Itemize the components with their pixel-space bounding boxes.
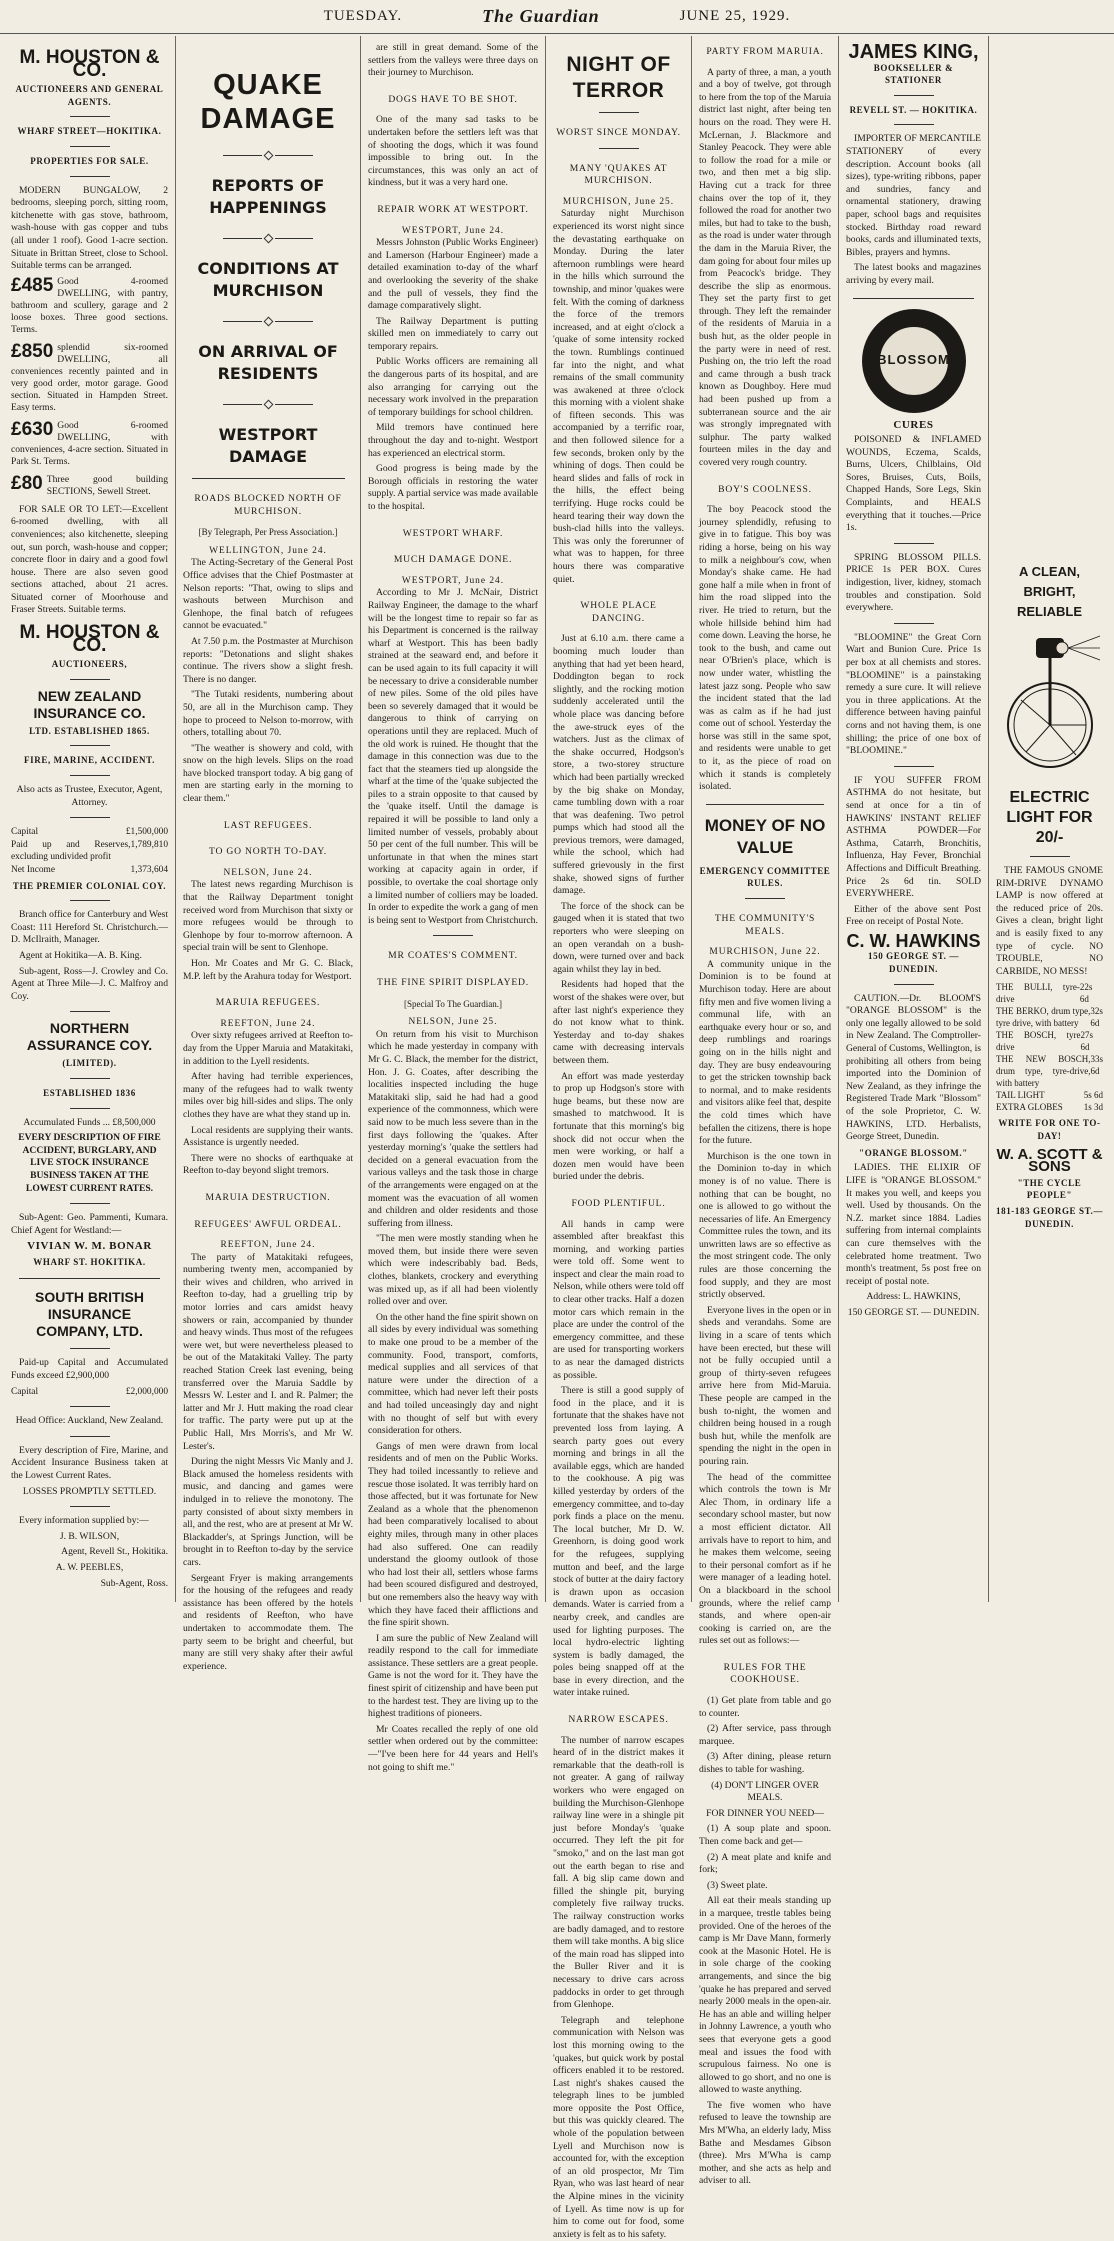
column-5-maruia-and-money [692, 36, 839, 2187]
section-heading: MARUIA REFUGEES. [215, 997, 321, 1009]
ad-text: IF YOU SUFFER FROM ASTHMA do not hesitate, but send at once for a tin of HAWKINS' INSTANT RELIEF ASTHMA POWDER—For Asthma, Catarrh, Bronchitis, Influenza, Hay Fever, Bronchial Affections and Difficult Breathing. Price 2s 6d tin. SOLD EVERYWHERE. [846, 774, 981, 900]
dateline: WELLINGTON, June 24. [209, 545, 327, 556]
divider [70, 1406, 110, 1407]
advertiser-role: BOOKSELLER & STATIONER [873, 62, 954, 86]
article-paragraph: One of the many sad tasks to be undertaken before the settlers left was that of shooting the dogs, which it was found impossible to bring out. In the circumstances, this was only an act of kindness, but it was a very hard one. [368, 114, 538, 189]
divider [70, 1506, 110, 1507]
dateline: WESTPORT, June 24. [401, 575, 505, 586]
column-4-night-of-terror [546, 36, 692, 2240]
advertiser-tagline: "THE CYCLE PEOPLE" [1017, 1177, 1082, 1201]
ad-address: Address: L. HAWKINS, [866, 1291, 961, 1303]
article-paragraph: Murchison is the one town in the Dominion to-day in which money is of no value. There is nothing that can be bought, no one is allowed to go without the necessaries of life. An Emergency Committee rules the town, and its unwritten laws are so effective as the most stringent code. The only rules are those concerning the food supply, and they are most strictly observed. [699, 1150, 831, 1301]
dateline: MURCHISON, June 22. [709, 947, 821, 958]
article-paragraph: At 7.50 p.m. the Postmaster at Murchison reports: "Detonations and slight shakes continue. The rivers show a slight fresh. There is no danger. [183, 635, 353, 685]
section-heading: TO GO NORTH TO-DAY. [208, 846, 328, 858]
section-heading: RULES FOR THE COOKHOUSE. [723, 1661, 807, 1686]
divider [70, 1203, 110, 1204]
article-paragraph: During the night Messrs Vic Manly and J. Black amused the homeless residents with music, and dancing and games were indulged in to relieve the monotony. The party consisted of about sixty members in all, and the rest, who are at present at Mr W. Blackadder's, at Springs Junction, will be brought in to Reefton to-day by the service cars. [183, 1456, 353, 1568]
article-paragraph: Just at 6.10 a.m. there came a booming much louder than anything that had yet been heard, Doddington began to rock slightly, and the rocking motion suddenly accelerated until the whole place was dancing before the awe-struck eyes of the watchers. Just as the climax of the shake occurred, Hodgson's store, a two-storey structure which had been partially wrecked by the big shake on Monday, came tumbling down with a roar that was deafening. Two petrol pumps which had stood all the previous tremors, were damaged, while the school, which had suffered grievously in the first shake, showed signs of further damage. [553, 633, 684, 897]
column-2-quake-damage [176, 36, 361, 1672]
divider [70, 900, 110, 901]
sb-paidup: Paid-up Capital and Accumulated Funds exceed £2,900,000 [11, 1357, 168, 1382]
dateline: NELSON, June 25. [408, 1017, 498, 1028]
sb-capital-row: Capital £2,000,000 [11, 1386, 168, 1397]
limited: (LIMITED). [62, 1058, 117, 1069]
headline-money-of-no-value: MONEY OF NO VALUE [704, 815, 826, 857]
headline-quake-damage: QUAKE DAMAGE [200, 69, 336, 135]
newspaper-page [4, 36, 1110, 2240]
ad-text: The latest books and magazines arriving by every mail. [846, 262, 981, 286]
firm-name: M. HOUSTON & CO. [19, 47, 160, 81]
divider [745, 898, 785, 899]
lamp-ad-tagline: A CLEAN, BRIGHT, RELIABLE [1017, 564, 1082, 619]
rule-item: (2) After service, pass through marquee. [699, 1723, 831, 1747]
section-heading: WHOLE PLACE DANCING. [580, 600, 657, 624]
section-heading: PARTY FROM MARUIA. [706, 46, 824, 57]
article-paragraph: A party of three, a man, a youth and a boy of twelve, got through to here from the top of the Maruia district last night, after being ten hours on the road. They were H. McLernan, J. Blackmore and Stanley Peacock. They were able to follow the road for a mile or two, and then met a big slip. Having cut a track for three chains over the top of it, they followed the road for another two miles, but had to take to the bush, as the road is under water through the dam in the Maruia River, the dam going for about four miles up from Peacock's bridge. They describe the slip as enormous. They set the party first to get through. They left the remainder of the residents of Maruia in a bush hut, as the older people in the party were in need of rest. Pushing on, the trio left the road and came through a bush track known as Doughboy. Here mud had been pushed up from a subterranean source and the air was strongly impregnated with sulphur. The party walked fourteen miles in the day and covered very rough country. [699, 66, 831, 468]
sb-head-office: Head Office: Auckland, New Zealand. [15, 1415, 164, 1427]
price: £80 [11, 472, 43, 494]
price-list-row: THE BERKO, drum type, tyre drive, with battery 32s 6d [996, 1006, 1103, 1029]
sb-losses: LOSSES PROMPTLY SETTLED. [22, 1485, 157, 1497]
advertiser-address: REVELL ST. — HOKITIKA. [849, 104, 978, 115]
article-paragraph: On return from his visit to Murchison which he made yesterday in company with Mr G. C. Black, the member for the district, Hon. J. G. Coates, after describing the localities inspected including the huge Matakitaki slip, said he had had a good experience of the commonness, which were said now to be much less severe than in the first days following the 'quakes. After yesterday morning's 'quake the settlers had decided on a general evacuation from the various valleys and the task those in charge of the arrangements were engaged on at the moment was the evacuation of all women and children and older residents and those suffering from illness. [368, 1028, 538, 1229]
article-paragraph: Local residents are supplying their wants. Assistance is urgently needed. [183, 1124, 353, 1149]
insurance-company: NEW ZEALAND INSURANCE CO. [33, 687, 146, 721]
dateline: REEFTON, June 24. [220, 1018, 316, 1029]
agent-name: VIVIAN W. M. BONAR [27, 1240, 152, 1253]
blossom-seal-logo [862, 309, 966, 413]
to-let-notice: FOR SALE OR TO LET:—Excellent 6-roomed dwelling, with all conveniences; also kitchenette, sleeping out, sun porch, wash-house and copper; concrete floor in dairy and a good fowl house. There are also seven good sections attached, about 21 acres. Situated corner of Moorhouse and Fraser Streets. Suitable terms. [11, 503, 168, 616]
article-paragraph: Good progress is being made by the Borough officials in restoring the water supply. A partial service was made available to the hospital. [368, 463, 538, 512]
sb-info: Every information supplied by:— [19, 1515, 149, 1527]
subheadline: WESTPORT DAMAGE [218, 425, 318, 466]
subheadline: EMERGENCY COMMITTEE RULES. [699, 865, 831, 889]
insurance-kinds: FIRE, MARINE, ACCIDENT. [24, 755, 155, 766]
article-paragraph: I am sure the public of New Zealand will readily respond to the call for immediate assistance. These settlers are a great people. Game is not the word for it. They have the finest spirit of citizenship and have been put to the hardest test. They are living up to the highest traditions of pioneers. [368, 1632, 538, 1720]
divider [192, 478, 345, 479]
property-listing: MODERN BUNGALOW, 2 bedrooms, sleeping porch, sitting room, kitchenette with gas stove, bathroom, wash-house with gas copper and tubs (all under 1 roof). Good 1-acre section. Situate in Brittan Street, close to School. Suitable terms can be arranged. [11, 184, 168, 272]
divider [894, 984, 934, 985]
subheadline: WORST SINCE MONDAY. [556, 127, 681, 138]
ad-text: Either of the above sent Post Free on receipt of Postal Note. [846, 903, 981, 928]
rule-item: (4) DON'T LINGER OVER MEALS. [711, 1779, 819, 1804]
divider [19, 1278, 160, 1279]
rule-item: (3) Sweet plate. [707, 1879, 768, 1891]
premier-colonial: THE PREMIER COLONIAL COY. [12, 880, 167, 891]
dateline: REEFTON, June 24. [220, 1240, 316, 1251]
ornament-rule [223, 152, 313, 159]
article-paragraph: The Railway Department is putting skilled men on immediately to carry out temporary repairs. [368, 315, 538, 352]
dateline: MURCHISON, June 25. [562, 196, 675, 207]
section-heading: MR COATES'S COMMENT. [388, 950, 518, 962]
orange-blossom-heading: "ORANGE BLOSSOM." [859, 1147, 968, 1158]
article-paragraph: A community unique in the Dominion is to be found at Murchison today. Here are about fifty men and five women living a communal life, with an earthquake every hour or so, and deep rumblings and roarings going on in the hills night and day. They are busy endeavouring to get the stricken township back to normal, and to make residents and visitors alike feel that, despite the cold times which have befallen the citizens, there is hope for the future. [699, 958, 831, 1147]
divider [1030, 856, 1070, 857]
article-paragraph: The boy Peacock stood the journey splendidly, refusing to give in to fatigue. This boy was riding a horse, being on his way to milk a neighbour's cow, when Monday's shake came. He had gone half a mile when in front of him the road slipped into the river. He tried to return, but the whole hillside behind him had come down. Leaving the horse, he took to the bush, and came out near O'Brien's place, which is now under water, whistling the latest jazz song. People who saw the incident stated that the lad was as calm as if he had just come out of school. Yesterday the horse was still in the same spot, and residents were unable to get to it, as the piece of road on which it stands is completely isolated. [699, 504, 831, 793]
divider [70, 817, 110, 818]
subheadline: MANY 'QUAKES AT MURCHISON. [569, 162, 668, 187]
article-paragraph: The head of the committee which controls the town is Mr Alec Thom, in ordinary life a secondary school master, but now a most efficient dictator. All arrivals have to report to him, and he makes them welcome, seeing to their personal comfort as if he were manager of a leading hotel. On a blackboard in the school grounds, where the relief camp stands, and where open-air cooking is carried on, are the rules set out as follows:— [699, 1471, 831, 1647]
property-listing: £80 Three good building SECTIONS, Sewell Street. [11, 472, 168, 497]
section-heading: BOY'S COOLNESS. [718, 483, 812, 495]
masthead-date: JUNE 25, 1929. [679, 8, 791, 24]
divider [70, 1011, 110, 1012]
article-paragraph: Public Works officers are remaining all the dangerous parts of its hospital, and are also arranging for carrying out the necessary work involved in the preparation of temporary buildings for school children. [368, 356, 538, 418]
dateline: NELSON, June 24. [223, 867, 313, 878]
blank-space [996, 42, 1103, 562]
firm-address: WHARF STREET—HOKITIKA. [17, 126, 162, 137]
section-heading: ROADS BLOCKED NORTH OF MURCHISON. [194, 493, 342, 517]
paidup-row: Paid up and Reserves, excluding undivided profit 1,789,810 [11, 839, 168, 863]
masthead [0, 0, 1114, 34]
divider [433, 935, 473, 936]
article-paragraph: Over sixty refugees arrived at Reefton to-day from the Upper Maruia and Matakitaki, in addition to the Lyell residents. [183, 1030, 353, 1067]
article-paragraph: The Acting-Secretary of the General Post Office advises that the Chief Postmaster at Nelson reports: "That, owing to slips and washouts between Murchison and Glenhope, the final batch of refugees cannot be evacuated." [183, 557, 353, 632]
masthead-name: The Guardian [482, 6, 600, 26]
northern-description: EVERY DESCRIPTION OF FIRE ACCIDENT, BURGLARY, AND LIVE STOCK INSURANCE BUSINESS TAKEN AT THE LOWEST CURRENT RATES. [18, 1132, 161, 1194]
net-income-row: Net Income 1,373,604 [11, 865, 168, 875]
branch-office: Branch office for Canterbury and West Coast: 111 Hereford St. Christchurch.—D. McIlraith, Manager. [11, 909, 168, 946]
sb-description: Every description of Fire, Marine, and Accident Insurance Business taken at the Lowest Current Rates. [11, 1444, 168, 1482]
ad-text: "BLOOMINE" the Great Corn Wart and Bunion Cure. Price 1s per box at all chemists and stores. "BLOOMINE" is a painstaking remedy a sure cure. It will relieve you in three applications. At the difference between having painful corns and not having them, is one shilling; the price of one box of "BLOOMINE." [846, 631, 981, 757]
section-heading: WESTPORT WHARF. [402, 527, 504, 539]
divider [706, 804, 825, 805]
sub-agents: Sub-agent, Ross—J. Crowley and Co. Agent at Three Mile—J. C. Malfroy and Coy. [11, 965, 168, 1002]
firm-role: AUCTIONEERS, [51, 659, 128, 670]
column-7-advertisements [989, 36, 1110, 1602]
divider [894, 623, 934, 624]
subheadline: CONDITIONS AT MURCHISON [197, 259, 339, 300]
divider [599, 148, 639, 149]
price-list-row: THE BULLI, tyre-drive 22s 6d [996, 982, 1093, 1005]
divider [70, 146, 110, 147]
divider [70, 116, 110, 117]
write-today: WRITE FOR ONE TO-DAY! [998, 1118, 1101, 1141]
subheadline: REPORTS OF HAPPENINGS [209, 176, 327, 217]
headline-night-of-terror: NIGHT OF TERROR [566, 53, 671, 102]
section-heading: REPAIR WORK AT WESTPORT. [377, 203, 529, 215]
article-paragraph: After having had terrible experiences, many of the refugees had to walk twenty miles over big hill-sides and slips. The only clothes they have are what they stand up in. [183, 1071, 353, 1120]
section-heading: FOOD PLENTIFUL. [571, 1197, 666, 1209]
article-paragraph: An effort was made yesterday to prop up Hodgson's store with huge beams, but these now are smashed to matchwood. It is fortunate that this morning's big shock did not occur when the men were working, or half a dozen men would have been buried under the debris. [553, 1070, 684, 1183]
ornament-rule [223, 401, 313, 408]
section-heading: THE FINE SPIRIT DISPLAYED. [377, 977, 529, 988]
accumulated-funds: Accumulated Funds ... £8,500,000 [23, 1116, 156, 1128]
section-heading: DOGS HAVE TO BE SHOT. [388, 93, 518, 105]
ad-text: CAUTION.—Dr. BLOOM'S "ORANGE BLOSSOM" is the only one legally allowed to be sold in New Zealand. The Comptroller-General of Customs, Wellington, is prohibiting all others from being imported into the Dominion of New Zealand, as they infringe the Registered Trade Mark "Blossom" of the sole Proprietor, C. W. HAWKINS, LTD. Herbalists, George Street, Dunedin. [846, 992, 981, 1143]
article-paragraph: Saturday night Murchison experienced its worst night since the devastating earthquake on Monday. During the later afternoon rumblings were heard in the hills which surround the township, and minor 'quakes were felt. With the coming of darkness the force of the tremors increased, and at eight o'clock a 'quake of some intensity rocked the town. Rumblings continued far into the night, and what remains of the small community was awakened at three o'clock this morning with a violent shake of fifteen seconds. This was accompanied by a terrific roar, and then followed silence for a few seconds, broken only by the whining of dogs. Then could be heard slides and falls of rock in the hills, the effect being terrifying. Huge rocks could be heard tearing their way down the bush-clad hills into the valleys. This was only the forerunner of what was to happen, for three hours there was comparative quiet. [553, 208, 684, 585]
price: £630 [11, 418, 54, 440]
article-paragraph: On the other hand the fine spirit shown on all sides by every individual was something to make one proud to be a member of the community. Food, transport, comforts, medical supplies and all services of that nature were under the direction of a committee, which had never left their posts and had toiled unceasingly day and night with no thought of self but with every consideration for others. [368, 1311, 538, 1437]
insurance-company: SOUTH BRITISH INSURANCE COMPANY, LTD. [35, 1289, 144, 1340]
divider [70, 1078, 110, 1079]
column-6-advertisements [839, 36, 989, 1602]
article-paragraph: The five women who have refused to leave the township are Mrs M'Wha, an elderly lady, Miss Bathe and Mesdames Gibson (three). Mrs M'Wha is camp mother, and she acts as help and adviser to all. [699, 2099, 831, 2187]
properties-heading: PROPERTIES FOR SALE. [30, 155, 149, 166]
bicycle-lamp-illustration [996, 630, 1104, 780]
divider [853, 298, 975, 299]
wire-credit: [Special To The Guardian.] [403, 998, 502, 1009]
price-list-row: EXTRA GLOBES 1s 3d [996, 1102, 1103, 1113]
price: £485 [11, 274, 54, 296]
established: ESTABLISHED 1836 [43, 1087, 136, 1098]
ad-text: SPRING BLOSSOM PILLS. PRICE 1s PER BOX. Cures indigestion, liver, kidney, stomach troubles and constipation. Sold everywhere. [846, 551, 981, 614]
agent-address: WHARF ST. HOKITIKA. [33, 1256, 146, 1267]
article-paragraph: The latest news regarding Murchison is that the Railway Department tonight received word from Murchison that sixty or more refugees would be through to Glenhope by four to-morrow afternoon. A special train will be sent to Glenhope. [183, 879, 353, 954]
property-listing: £630 Good 6-roomed DWELLING, with conveniences, 4-acre section. Situated in Park St. Terms. [11, 418, 168, 467]
agent-hokitika: Agent at Hokitika—A. B. King. [19, 949, 142, 961]
article-paragraph: are still in great demand. Some of the settlers from the valleys were three days on their journey to Murchison. [368, 42, 538, 79]
divider [599, 112, 639, 113]
property-listing: £485 Good 4-roomed DWELLING, with pantry, bathroom and scullery, garage and 2 loose boxes. Three good sections. Terms. [11, 274, 168, 335]
article-paragraph: Gangs of men were drawn from local residents and of men on the Public Works. They had toiled incessantly to relieve and rescue those isolated. It was terribly hard on those affected, but it was fortunate for New Zealand as a whole that the phenomenon had been comparatively localised to about eighty miles, through many in other places had also suffered. One can readily understand the gloomy outlook of those who had lost their all, settlers whose farms had been scoured disfigured and destroyed, but one remembers also the heavy way with which they have faced their afflictions and the fine spirit shown. [368, 1440, 538, 1629]
rule-item: (1) A soup plate and spoon. Then come back and get— [699, 1823, 831, 1847]
divider [894, 766, 934, 767]
section-heading: MUCH DAMAGE DONE. [393, 554, 513, 566]
rule-item: (2) A meat plate and knife and fork; [699, 1851, 831, 1876]
insurance-company: NORTHERN ASSURANCE COY. [26, 1020, 153, 1054]
wire-credit: [By Telegraph, Per Press Association.] [198, 527, 338, 538]
divider [894, 95, 934, 96]
bicycle-lamp-icon [996, 630, 1104, 780]
agent-name: A. W. PEEBLES, [55, 1562, 124, 1573]
advertiser-name: JAMES KING, [848, 41, 979, 63]
divider [70, 1436, 110, 1437]
divider [70, 679, 110, 680]
masthead-day: TUESDAY. [323, 8, 403, 24]
dateline: WESTPORT, June 24. [401, 225, 505, 236]
article-paragraph: Messrs Johnston (Public Works Engineer) and Lamerson (Harbour Engineer) made a detailed examination to-day of the wharf and overlooking the severity of the shake and the pull of vessels, they find the damage comparatively slight. [368, 237, 538, 312]
article-paragraph: According to Mr J. McNair, District Railway Engineer, the damage to the wharf will be the longest time to repair so far as his Department is concerned is the railway wharf at Westport. This has been badly strained at the seaward end, and before it can be used again to its full capacity it will be necessary to drive a considerable number of new piles. Some of the old piles have been so severely damaged that it would be dangerous to think of carrying on operations until they are replaced. Much of the old work is ruined. He thought that the damage in this connection was due to the fact that the steamers tied up alongside the wharf at the time of the 'quake subjected the piles to a strain opposite to that caused by the 'quake itself. Until the damage is repaired it will be possible to land only a limited number of vessels, probably about 50 per cent of the full number. This will be unfortunate in that when the mines start working at capacity again in order, if possible, to overtake the coal shortage only a limited number of colliers may be loaded. In order to expedite the work a gang of men is being sent to Westport from Christchurch. [368, 587, 538, 926]
article-paragraph: Mr Coates recalled the reply of one old settler when ordered out by the committee:—"I've been here for 44 years and Hell's not going to shift me." [368, 1723, 538, 1773]
article-paragraph: "The weather is showery and cold, with snow on the high levels. Slips on the road have blocked transport today. A big gang of men are starting early in the morning to clear them." [183, 742, 353, 805]
section-heading: REFUGEES' AWFUL ORDEAL. [194, 1218, 342, 1230]
article-paragraph: "The men were mostly standing when he moved them, but inside there were seven which were indescribably bad. Beds, clothes, blankets, crockery and everything was mixed up, as if all had been violently rolled over and over. [368, 1233, 538, 1308]
divider [894, 124, 934, 125]
article-paragraph: The party of Matakitaki refugees, numbering twenty men, accompanied by their wives and children, who arrived in Reefton to-day, had a gruelling trip by motor lorries and cars amidst heavy showers or rain, accompanied by thunder and heavy winds. Thus most of the refugees were wet, but were nevertheless pleased to be out of the Matakitaki Valley. The party reached Station Creek last evening, being transferred over the Maruia Saddle by Messrs W. Lester and I. and R. Palmer; the latter and Mr J. Hutt making the road clear for traffic. The party were put up at the Public Hall, Mrs Morris's, and Mr W. Lester's. [183, 1251, 353, 1452]
article-paragraph: Hon. Mr Coates and Mr G. C. Black, M.P. left by the Arahura today for Westport. [183, 958, 353, 982]
rule-item: (3) After dining, please return dishes to table for washing. [699, 1751, 831, 1776]
blossom-seal-label: BLOSSOM [878, 325, 950, 397]
lamp-price-list [996, 981, 1103, 1113]
article-paragraph: Telegraph and telephone communication with Nelson was lost this morning owing to the 'quakes, but quick work by postal officers enabled it to be restored. Last night's shakes caused the telegraph lines to be jumbled more opposite the Post Office, but this was quickly cleared. The whole of the population between Lyell and Murchison now is accounted for, with the exception of an old prospector, Mr Tim Ryan, who was last heard of near the Alpine mines in the vicinity of Lyell. As time now is up for him to come out for food, some anxiety is felt as to his safety. [553, 2014, 684, 2240]
section-heading: MARUIA DESTRUCTION. [205, 1191, 331, 1203]
section-heading: NARROW ESCAPES. [568, 1714, 669, 1726]
divider [70, 176, 110, 177]
section-heading: LAST REFUGEES. [223, 819, 313, 831]
divider [70, 745, 110, 746]
divider [894, 543, 934, 544]
firm-role: AUCTIONEERS AND GENERAL AGENTS. [15, 84, 164, 107]
article-paragraph: "The Tutaki residents, numbering about 50, are all in the Murchison camp. They hope to proceed to Nelson to-morrow, with others, totalling about 70. [183, 689, 353, 739]
rule-item: FOR DINNER YOU NEED— [706, 1807, 824, 1819]
article-paragraph: Sergeant Fryer is making arrangements for the housing of the refugees and ready assistance has been offered by the hotels and residents of Reefton, who have undertaken to accommodate them. The party seem to be bright and cheerful, but many are still very shaky after their awful experience. [183, 1572, 353, 1672]
sub-agent-kumara: Sub-Agent: Geo. Pammenti, Kumara. Chief Agent for Westland:— [11, 1212, 168, 1236]
column-3-quake-continued [361, 36, 546, 1773]
column-1-advertisements [4, 36, 176, 1602]
divider [70, 1108, 110, 1109]
agent-address: Sub-Agent, Ross. [100, 1577, 168, 1589]
rule-item: (1) Get plate from table and go to counter. [699, 1695, 831, 1719]
article-paragraph: The force of the shock can be gauged when it is stated that two reporters who were sleeping on an open verandah on a bush-down, were turned over and back again whilst they lay in bed. [553, 900, 684, 975]
trustee-note: Also acts as Trustee, Executor, Agent, Attorney. [16, 784, 163, 808]
advertiser-name: C. W. HAWKINS [846, 930, 981, 951]
ornament-rule [223, 235, 313, 242]
ad-text: THE FAMOUS GNOME RIM-DRIVE DYNAMO LAMP is now offered at the reduced price of 20s. Gives a clean, bright light and is easily fixed to any type of cycle. NO TROUBLE, NO CARBIDE, NO MESS! [996, 865, 1103, 977]
lamp-ad-headline: ELECTRIC LIGHT FOR 20/- [1006, 789, 1093, 846]
capital-row: Capital £1,500,000 [11, 827, 168, 838]
firm-name: M. HOUSTON & CO. [19, 622, 160, 656]
ornament-rule [223, 318, 313, 325]
price-list-row: TAIL LIGHT 5s 6d [996, 1090, 1103, 1101]
advertiser-address: 150 GEORGE ST. — DUNEDIN. [868, 951, 959, 975]
article-paragraph: All hands in camp were assembled after breakfast this morning, and working parties were told off. Some went to inspect and clear the main road to Nelson, while others were told off to clear other tracks. Half a dozen motor cars which remain in the place are under the control of the emergency committee, and these are used for transporting workers to as near the damaged districts as possible. [553, 1218, 684, 1381]
agent-address: Agent, Revell St., Hokitika. [61, 1546, 168, 1558]
price-list-row: THE BOSCH, tyre drive 27s 6d [996, 1030, 1093, 1053]
price: £850 [11, 340, 54, 362]
divider [70, 775, 110, 776]
ad-text: POISONED & INFLAMED WOUNDS, Eczema, Scalds, Burns, Ulcers, Chilblains, Old Sores, Bruises, Cuts, Boils, Chapped Hands, Sore Legs, Skin Complaints, and HEALS everything that it touches.—Price 1s. [846, 434, 981, 534]
subheadline: ON ARRIVAL OF RESIDENTS [198, 342, 338, 383]
divider [70, 1348, 110, 1349]
article-paragraph: There is still a good supply of food in the place, and it is fortunate that the shakes have not prevented loss from laying. A search party goes out every morning and brings in all the available eggs, which are handed to the cookhouse. A pig was killed yesterday by orders of the emergency committee, and to-day pork finds a place on the menu. The local butcher, Mr D. W. Greenhorn, is doing good work for the refugees, supplying mutton and beef, and the large stock of butter at the dairy factory is drawn upon as occasion demands. Water is carried from a nearby creek, and candles are used for lighting purposes. The local hydro-electric lighting system is badly damaged, the poles being snapped off at the base in every direction, and the water intake ruined. [553, 1385, 684, 1699]
property-listing: £850 splendid six-roomed DWELLING, all conveniences recently painted and in very good order, motor garage. Good section. Situated in Hampden Street. Easy terms. [11, 340, 168, 413]
price-list-row: THE NEW BOSCH, drum type, tyre-drive, with battery 33s 6d [996, 1054, 1103, 1089]
agent-name: J. B. WILSON, [59, 1530, 120, 1542]
ad-address: 150 GEORGE ST. — DUNEDIN. [847, 1306, 980, 1318]
article-paragraph: Residents had hoped that the worst of the shakes were over, but after last night's experience they do not know what to think. Yesterday and to-day shakes came with decreasing intervals between them. [553, 979, 684, 1066]
established: LTD. ESTABLISHED 1865. [29, 725, 150, 736]
advertiser-name: W. A. SCOTT & SONS [996, 1145, 1103, 1176]
section-heading: THE COMMUNITY'S MEALS. [714, 913, 816, 937]
cures-heading: CURES [893, 418, 934, 431]
article-paragraph: The number of narrow escapes heard of in the district makes it remarkable that the death-roll is not greater. A gang of railway workers who were engaged on building the Murchison-Glenhope railway line were in a shingle pit just before Monday's 'quake occurred. They left the pit for "smoko," and on the last man got out the earth began to rise and fall. A big slip came down and filled the shingle pit, burying completely five railway trucks. The railway construction works are badly damaged, and to restore them will take months. A big slice of the main road has slipped into the Buller River and it is necessary to drive cars across paddocks in order to get through from Glenhope. [553, 1734, 684, 2011]
advertiser-address: 181-183 GEORGE ST.—DUNEDIN. [996, 1205, 1103, 1229]
article-paragraph: Mild tremors have continued here throughout the day and to-night. Westport has experienced an electrical storm. [368, 422, 538, 459]
ad-text: IMPORTER OF MERCANTILE STATIONERY of every description. Account books (all sizes), type-writing ribbons, paper and sundries, fancy and ornamental stationery, drawing paper, school bags and requisites stocked. Birthday road reward books, cards and illuminated texts, Bibles, prayers and hymns. [846, 133, 981, 258]
article-paragraph: Everyone lives in the open or in sheds and verandahs. Some are living in a scare of tents which have been erected, but these will not be fully occupied until a group of thirty-seven refugees arrive here from Mid-Maruia. These people are camped in the bush to-night, the women and children being housed in a rough bush hut, while the menfolk are spending the night in the open in pouring rain. [699, 1304, 831, 1467]
ad-text: LADIES. THE ELIXIR OF LIFE is "ORANGE BLOSSOM." It makes you well, and keeps you well. Used by thousands. On the N.Z. market since 1884. Ladies suffering from internal complaints can cure themselves with the celebrated home treatment. Two month's treatment, 5s post free on receipt of postal note. [846, 1162, 981, 1287]
article-paragraph: All eat their meals standing up in a marquee, trestle tables being provided. One of the heroes of the camp is Mr Dave Mann, formerly cook at the Masonic Hotel. He is in sole charge of the cooking arrangements, and since the big 'quake he has prepared and served nearly 2000 meals in the open-air. He has an able and willing helper in Johnny Lawrence, a youth who sees that everyone gets a good meal and issues the food with scrupulous fairness. No one is allowed to go short, and no one is allowed to waste anything. [699, 1895, 831, 2096]
article-paragraph: There were no shocks of earthquake at Reefton to-day beyond slight tremors. [183, 1152, 353, 1177]
